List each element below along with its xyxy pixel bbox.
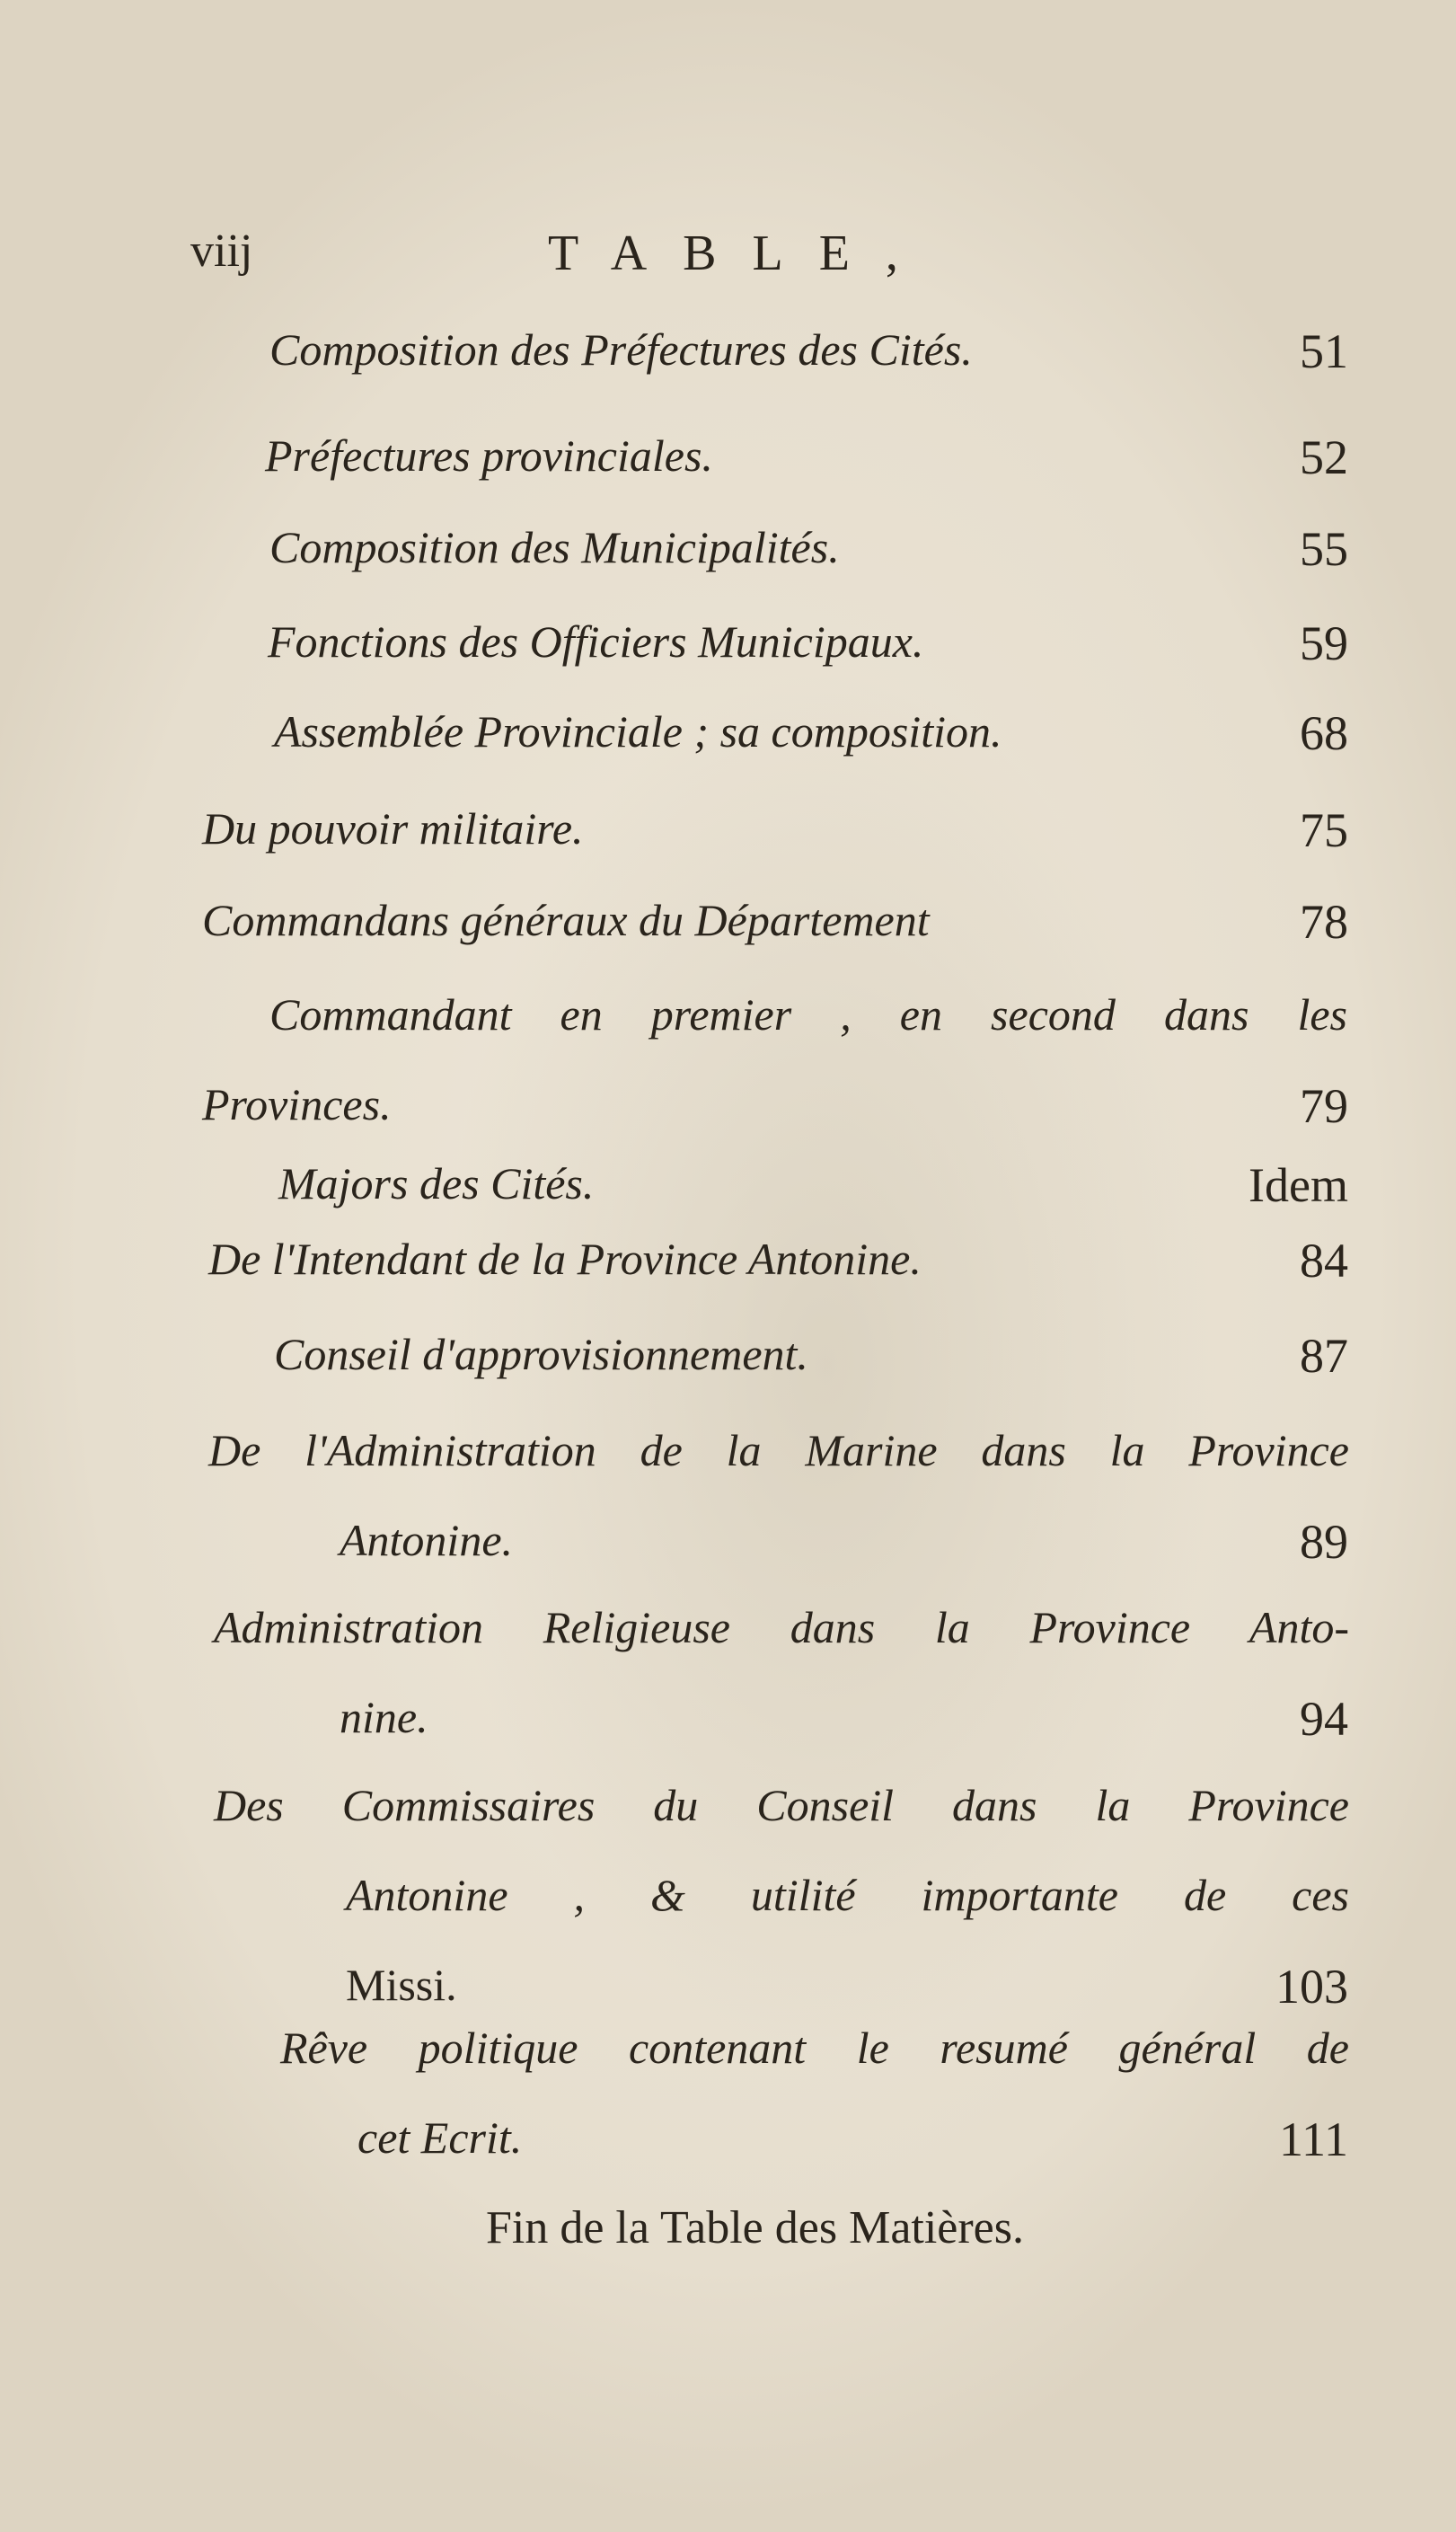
page-number: viij [190, 226, 253, 277]
toc-entry-title: Assemblée Provinciale ; sa composition. [274, 706, 1002, 757]
toc-entry-title-continued: Antonine. [340, 1515, 514, 1565]
toc-entry-page: Idem [1249, 1158, 1348, 1212]
running-title: TABLE, [548, 226, 934, 281]
toc-entry [0, 1779, 1456, 2049]
toc-entry-title: Administration Religieuse dans la Province Anto- [214, 1602, 1349, 1652]
toc-entry [0, 988, 1456, 1168]
toc-entry-title: Fonctions des Officiers Municipaux. [268, 616, 924, 667]
toc-entry-page: 52 [1300, 430, 1348, 484]
toc-entry-title: Majors des Cités. [278, 1158, 595, 1208]
toc-entry [0, 2022, 1456, 2201]
toc-entry-title: Composition des Préfectures des Cités. [269, 324, 973, 375]
toc-entry [0, 1424, 1456, 1604]
toc-entry [0, 1233, 1456, 1314]
toc-entry [0, 615, 1456, 696]
toc-entry-page: 59 [1300, 616, 1348, 670]
toc-entry-page: 75 [1300, 803, 1348, 857]
toc-entry [0, 521, 1456, 602]
toc-entry-title: Conseil d'approvisionnement. [274, 1329, 808, 1379]
toc-entry-page: 51 [1300, 324, 1348, 378]
toc-entry [0, 894, 1456, 975]
toc-entry-page: 79 [1300, 1079, 1348, 1133]
toc-entry-title: De l'Administration de la Marine dans la Province [208, 1425, 1349, 1475]
toc-entry-page: 89 [1300, 1515, 1348, 1569]
table-end-note: Fin de la Table des Matières. [485, 2202, 1024, 2253]
toc-entry-title: De l'Intendant de la Province Antonine. [208, 1234, 922, 1284]
toc-entry-page: 103 [1275, 1960, 1348, 2014]
toc-entry [0, 802, 1456, 883]
toc-entry-page: 84 [1300, 1234, 1348, 1288]
toc-entry-title: Composition des Municipalités. [269, 522, 840, 572]
toc-entry-page: 78 [1300, 895, 1348, 949]
toc-entry [0, 1157, 1456, 1238]
toc-entry-title: Préfectures provinciales. [265, 430, 713, 481]
toc-entry [0, 429, 1456, 510]
toc-entry-title: Commandans généraux du Département [202, 895, 930, 945]
toc-entry-title-continued: Missi. [346, 1960, 457, 2010]
toc-entry [0, 1601, 1456, 1781]
toc-entry-title-continued: Provinces. [202, 1079, 392, 1129]
toc-entry-page: 68 [1300, 706, 1348, 760]
toc-entry-page: 94 [1300, 1692, 1348, 1746]
toc-entry-title-continued: cet Ecrit. [357, 2112, 523, 2163]
toc-entry-title: Du pouvoir militaire. [202, 803, 584, 854]
toc-entry [0, 1328, 1456, 1409]
toc-entry-page: 55 [1300, 522, 1348, 576]
page-header [0, 225, 1456, 297]
toc-entry-title: Des Commissaires du Conseil dans la Province [214, 1780, 1349, 1830]
toc-entry-title: Commandant en premier , en second dans les [269, 989, 1347, 1040]
toc-entry-page: 87 [1300, 1329, 1348, 1383]
toc-entry [0, 705, 1456, 786]
toc-entry-title-continued: Antonine , & utilité importante de ces [346, 1870, 1349, 1920]
toc-entry-title: Rêve politique contenant le resumé général de [280, 2023, 1349, 2073]
toc-entry-title-continued: nine. [340, 1692, 428, 1742]
toc-entry-page: 111 [1279, 2112, 1348, 2166]
toc-entry [0, 323, 1456, 404]
